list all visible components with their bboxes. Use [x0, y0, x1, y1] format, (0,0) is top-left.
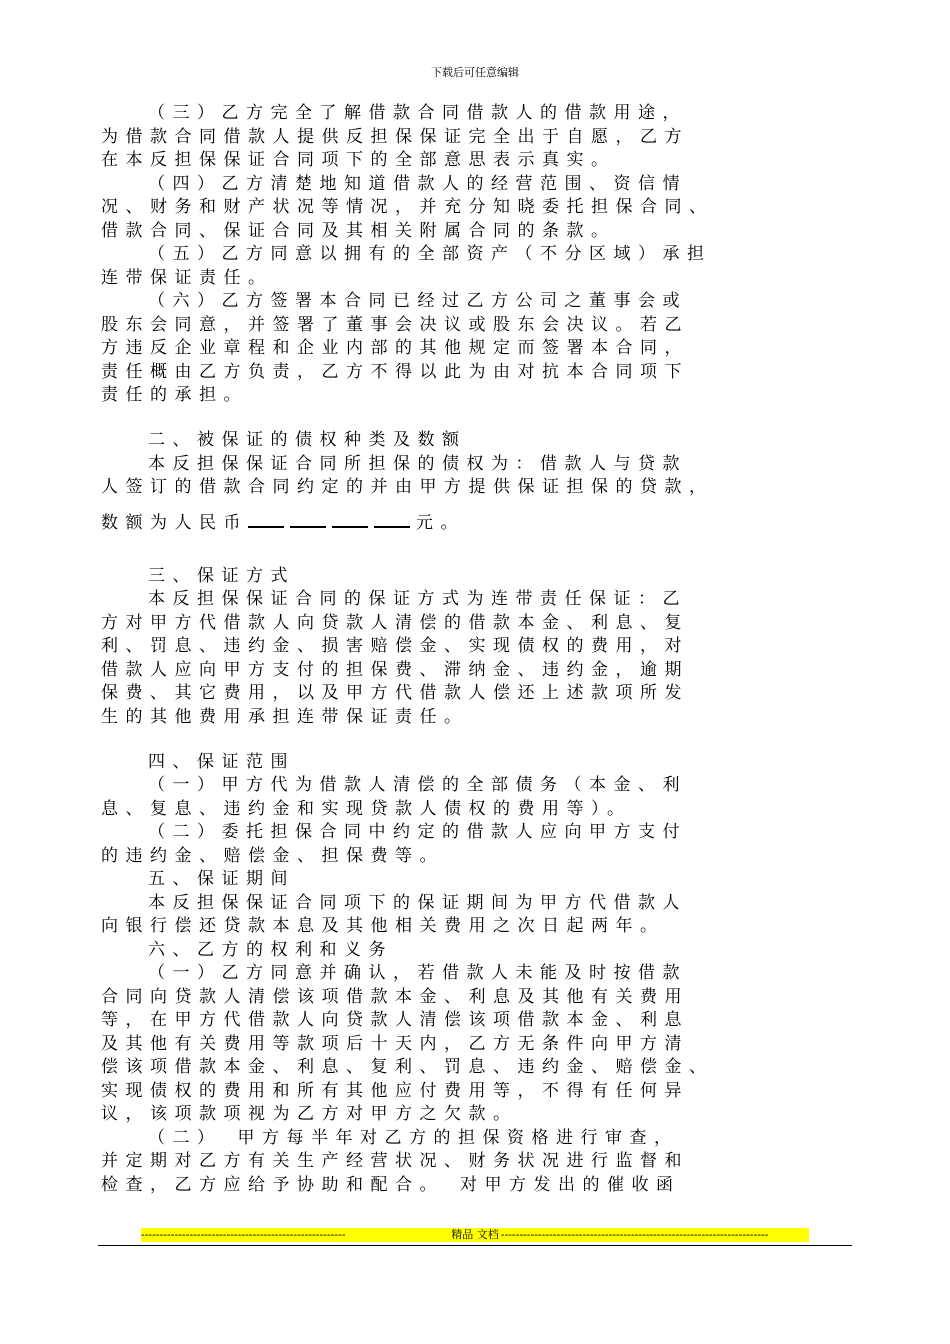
- section-heading: 六、乙方的权利和义务: [148, 939, 393, 960]
- page-header: 下载后可任意编辑: [431, 66, 519, 79]
- text-line: 并定期对乙方有关生产经营状况、财务状况进行监督和: [101, 1151, 689, 1171]
- section-heading: 三、保证方式: [148, 565, 295, 586]
- text-line: （一）甲方代为借款人清偿的全部债务（本金、利: [148, 775, 687, 795]
- text-line: 向银行偿还贷款本息及其他相关费用之次日起两年。: [101, 916, 665, 936]
- text-line: 在本反担保保证合同项下的全部意思表示真实。: [101, 150, 616, 170]
- text-line: （四）乙方清楚地知道借款人的经营范围、资信情: [148, 173, 687, 194]
- text-line: （五）乙方同意以拥有的全部资产（不分区域）承担: [148, 244, 712, 264]
- paragraph-gap: [101, 535, 861, 557]
- amount-blank: [374, 512, 410, 528]
- text-line: 本反担保保证合同所担保的债权为：借款人与贷款: [148, 453, 687, 474]
- text-line: 人签订的借款合同约定的并由甲方提供保证担保的贷款，: [101, 477, 714, 497]
- text-line: 况、财务和财产状况等情况，并充分知晓委托担保合同、: [101, 197, 714, 217]
- footer-dashes-left: -------------------------------------------------------: [141, 1228, 346, 1241]
- footer-label: 精品 文档: [451, 1228, 499, 1241]
- document-body: [101, 102, 861, 1197]
- amount-blank: [332, 512, 368, 528]
- amount-blank: [248, 512, 284, 528]
- text-line: 息、复息、违约金和实现贷款人债权的费用等）。: [101, 798, 632, 819]
- text-line: （三）乙方完全了解借款合同借款人的借款用途，: [148, 103, 687, 123]
- text-line: 本反担保保证合同项下的保证期间为甲方代借款人: [148, 892, 687, 913]
- text-line: 的违约金、赔偿金、担保费等。: [101, 845, 444, 866]
- amount-line: [101, 512, 861, 536]
- text-line: 议，该项款项视为乙方对甲方之欠款。: [101, 1104, 518, 1124]
- text-line: 方违反企业章程和企业内部的其他规定而签署本合同，: [101, 338, 689, 358]
- section-heading: 二、被保证的债权种类及数额: [148, 430, 467, 450]
- text-line: 合同向贷款人清偿该项借款本金、利息及其他有关费用: [101, 986, 689, 1007]
- text-line: 连带保证责任。: [101, 267, 273, 288]
- amount-label: 数额为人民币: [101, 512, 248, 533]
- paragraph-gap: [101, 557, 861, 565]
- paragraph-gap: [101, 729, 861, 751]
- text-line: 检查，乙方应给予协助和配合。 对甲方发出的催收函: [101, 1174, 681, 1195]
- section-heading: 四、保证范围: [148, 751, 295, 772]
- text-line: 偿该项借款本金、利息、复利、罚息、违约金、赔偿金、: [101, 1057, 714, 1077]
- section-heading: 五、保证期间: [148, 869, 295, 889]
- text-line: 方对甲方代借款人向贷款人清偿的借款本金、利息、复: [101, 612, 689, 633]
- text-line: （二） 甲方每半年对乙方的担保资格进行审查，: [148, 1127, 679, 1148]
- text-line: 为借款合同借款人提供反担保保证完全出于自愿，乙方: [101, 126, 689, 147]
- paragraph-gap: [101, 408, 861, 430]
- text-line: 责任的承担。: [101, 385, 248, 405]
- text-line: 借款人应向甲方支付的担保费、滞纳金、违约金，逾期: [101, 659, 689, 680]
- amount-unit: 元。: [416, 512, 465, 533]
- text-line: 股东会同意，并签署了董事会决议或股东会决议。若乙: [101, 314, 689, 335]
- text-line: 生的其他费用承担连带保证责任。: [101, 706, 469, 727]
- text-line: （一）乙方同意并确认，若借款人未能及时按借款: [148, 963, 687, 983]
- text-line: 及其他有关费用等款项后十天内，乙方无条件向甲方清: [101, 1033, 689, 1054]
- text-line: 等，在甲方代借款人向贷款人清偿该项借款本金、利息: [101, 1010, 689, 1030]
- text-line: 利、罚息、违约金、损害赔偿金、实现债权的费用，对: [101, 636, 689, 656]
- page-footer-banner: [141, 1228, 809, 1242]
- footer-rule: [98, 1245, 852, 1246]
- footer-dashes-right: ------------------------------------------------------------------------: [500, 1228, 769, 1241]
- text-line: （二）委托担保合同中约定的借款人应向甲方支付: [148, 822, 687, 842]
- text-line: 责任概由乙方负责，乙方不得以此为由对抗本合同项下: [101, 361, 689, 382]
- text-line: 借款合同、保证合同及其相关附属合同的条款。: [101, 220, 616, 241]
- amount-blank: [290, 512, 326, 528]
- text-line: （六）乙方签署本合同已经过乙方公司之董事会或: [148, 291, 687, 311]
- text-line: 实现债权的费用和所有其他应付费用等，不得有任何异: [101, 1080, 689, 1101]
- text-line: 保费、其它费用，以及甲方代借款人偿还上述款项所发: [101, 683, 689, 703]
- text-line: 本反担保保证合同的保证方式为连带责任保证：乙: [148, 589, 687, 609]
